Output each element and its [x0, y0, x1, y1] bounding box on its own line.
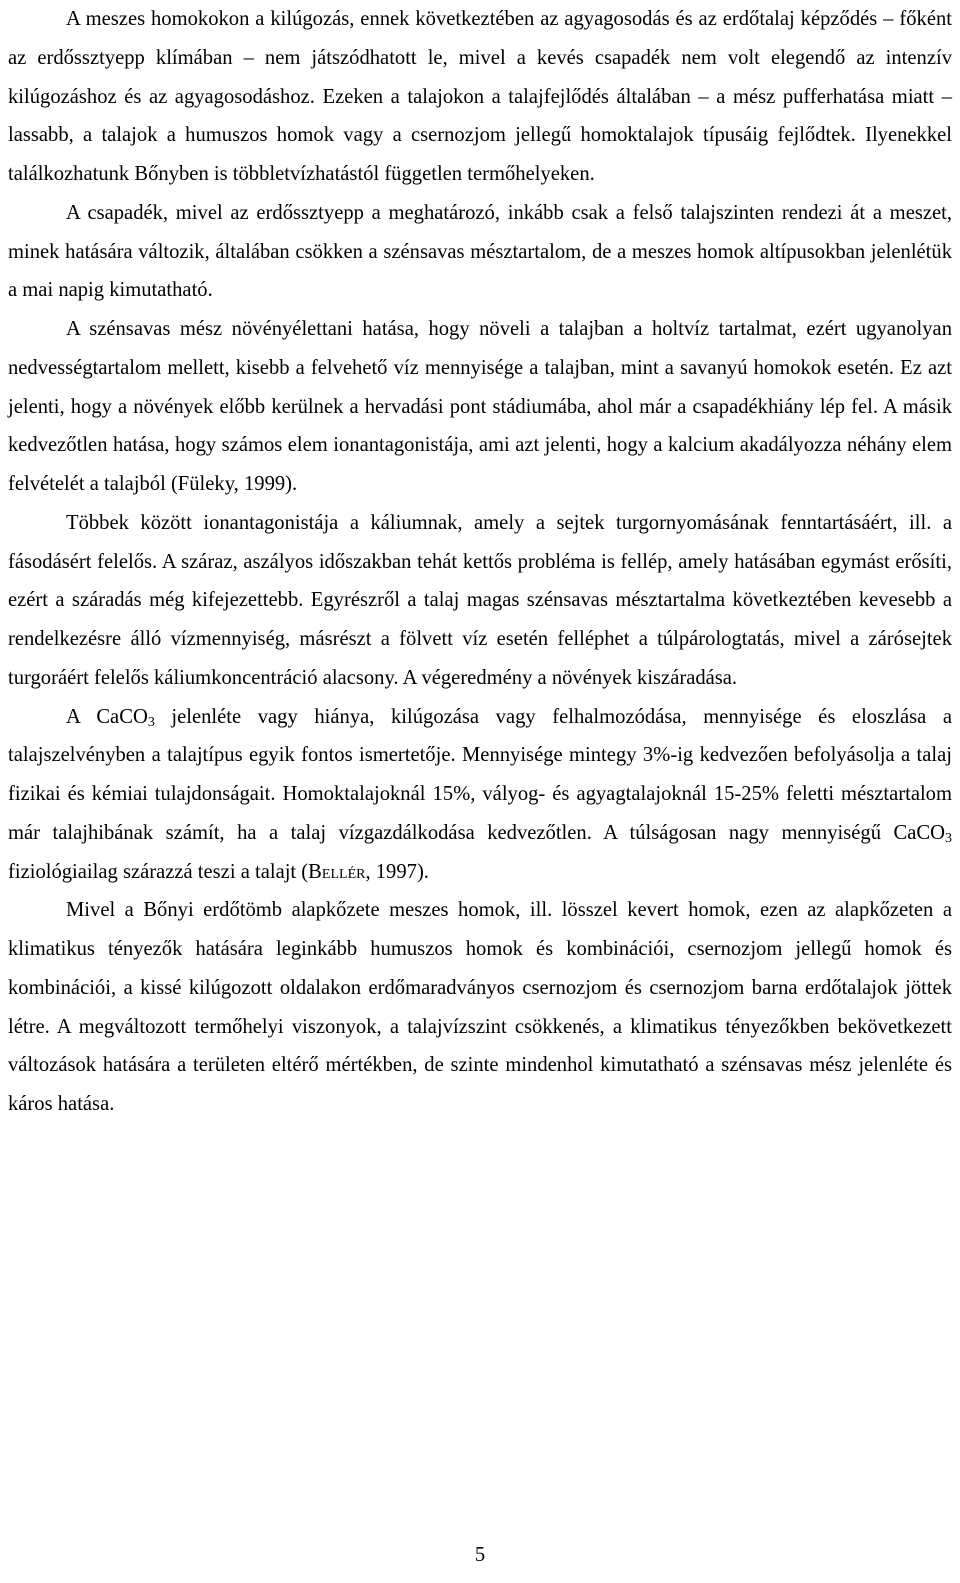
document-page	[8, 0, 952, 1124]
paragraph-1: A meszes homokokon a kilúgozás, ennek következtében az agyagosodás és az erdőtalaj képződés – főként az erdőssztyepp klímában – nem játszódhatott le, mivel a kevés csapadék nem volt elegendő az intenzív kilúgozáshoz és az agyagosodáshoz. Ezeken a talajokon a talajfejlődés általában – a mész pufferhatása miatt – lassabb, a talajok a humuszos homok vagy a csernozjom jellegű homoktalajok típusáig fejlődtek. Ilyenekkel találkozhatunk Bőnyben is többletvízhatástól független termőhelyeken.	[8, 8, 952, 185]
paragraph-4: Többek között ionantagonistája a káliumnak, amely a sejtek turgornyomásának fenntartásáért, ill. a fásodásért felelős. A száraz, aszályos időszakban tehát kettős probléma is fellép, amely hatásában egymást erősíti, ezért a száradás még kifejezettebb. Egyrészről a talaj magas szénsavas mésztartalma következtében kevesebb a rendelkezésre álló vízmennyiség, másrészt a fölvett víz esetén felléphet a túlpárologtatás, mivel a zárósejtek turgoráért felelős káliumkoncentráció alacsony. A végeredmény a növények kiszáradása.	[8, 511, 952, 689]
paragraph-5-part-2: jelenléte vagy hiánya, kilúgozása vagy felhalmozódása, mennyisége és eloszlása a talajszelvényben a talajtípus egyik fontos ismertetője. Mennyisége mintegy 3%-ig kedvezően befolyásolja a talaj fizikai és kémiai tulajdonságait. Homoktalajoknál 15%, vályog- és agyagtalajoknál 15-25% feletti mésztartalom már talajhibának számít, ha a talaj vízgazdálkodása kedvezőtlen. A túlságosan nagy mennyiségű CaCO	[8, 705, 952, 844]
paragraph-3: A szénsavas mész növényélettani hatása, hogy növeli a talajban a holtvíz tartalmat, ezért ugyanolyan nedvességtartalom mellett, kisebb a felvehető víz mennyisége a talajban, mint a savanyú homokok esetén. Ez azt jelenti, hogy a növények előbb kerülnek a hervadási pont stádiumába, ahol már a csapadékhiány lép fel. A másik kedvezőtlen hatása, hogy számos elem ionantagonistája, ami azt jelenti, hogy a kalcium akadályozza néhány elem felvételét a talajból (Füleky, 1999).	[8, 318, 952, 495]
paragraph-6: Mivel a Bőnyi erdőtömb alapkőzete meszes homok, ill. lösszel kevert homok, ezen az alapkőzeten a klimatikus tényezők hatására leginkább humuszos homok és kombinációi, csernozjom jellegű homok és kombinációi, a kissé kilúgozott oldalakon erdőmaradványos csernozjom és csernozjom barna erdőtalajok jöttek létre. A megváltozott termőhelyi viszonyok, a talajvízszint csökkenés, a klimatikus tényezőkben bekövetkezett változások hatására a területen eltérő mértékben, de szinte mindenhol kimutatható a szénsavas mész jelenléte és káros hatása.	[8, 899, 952, 1115]
paragraph-5-part-4: , 1997).	[365, 860, 429, 883]
citation-author: Bellér	[308, 860, 366, 883]
subscript-3: 3	[147, 714, 155, 730]
subscript-3: 3	[945, 830, 952, 846]
paragraph-5-part-1: A CaCO	[66, 705, 148, 728]
paragraph-5-part-3: fiziológiailag szárazzá teszi a talajt (	[8, 860, 309, 883]
paragraph-2: A csapadék, mivel az erdőssztyepp a meghatározó, inkább csak a felső talajszinten rendezi át a meszet, minek hatására változik, általában csökken a szénsavas mésztartalom, de a meszes homok altípusokban jelenlétük a mai napig kimutatható.	[8, 201, 952, 302]
paragraph-5	[8, 698, 952, 892]
page-number: 5	[474, 1544, 486, 1566]
